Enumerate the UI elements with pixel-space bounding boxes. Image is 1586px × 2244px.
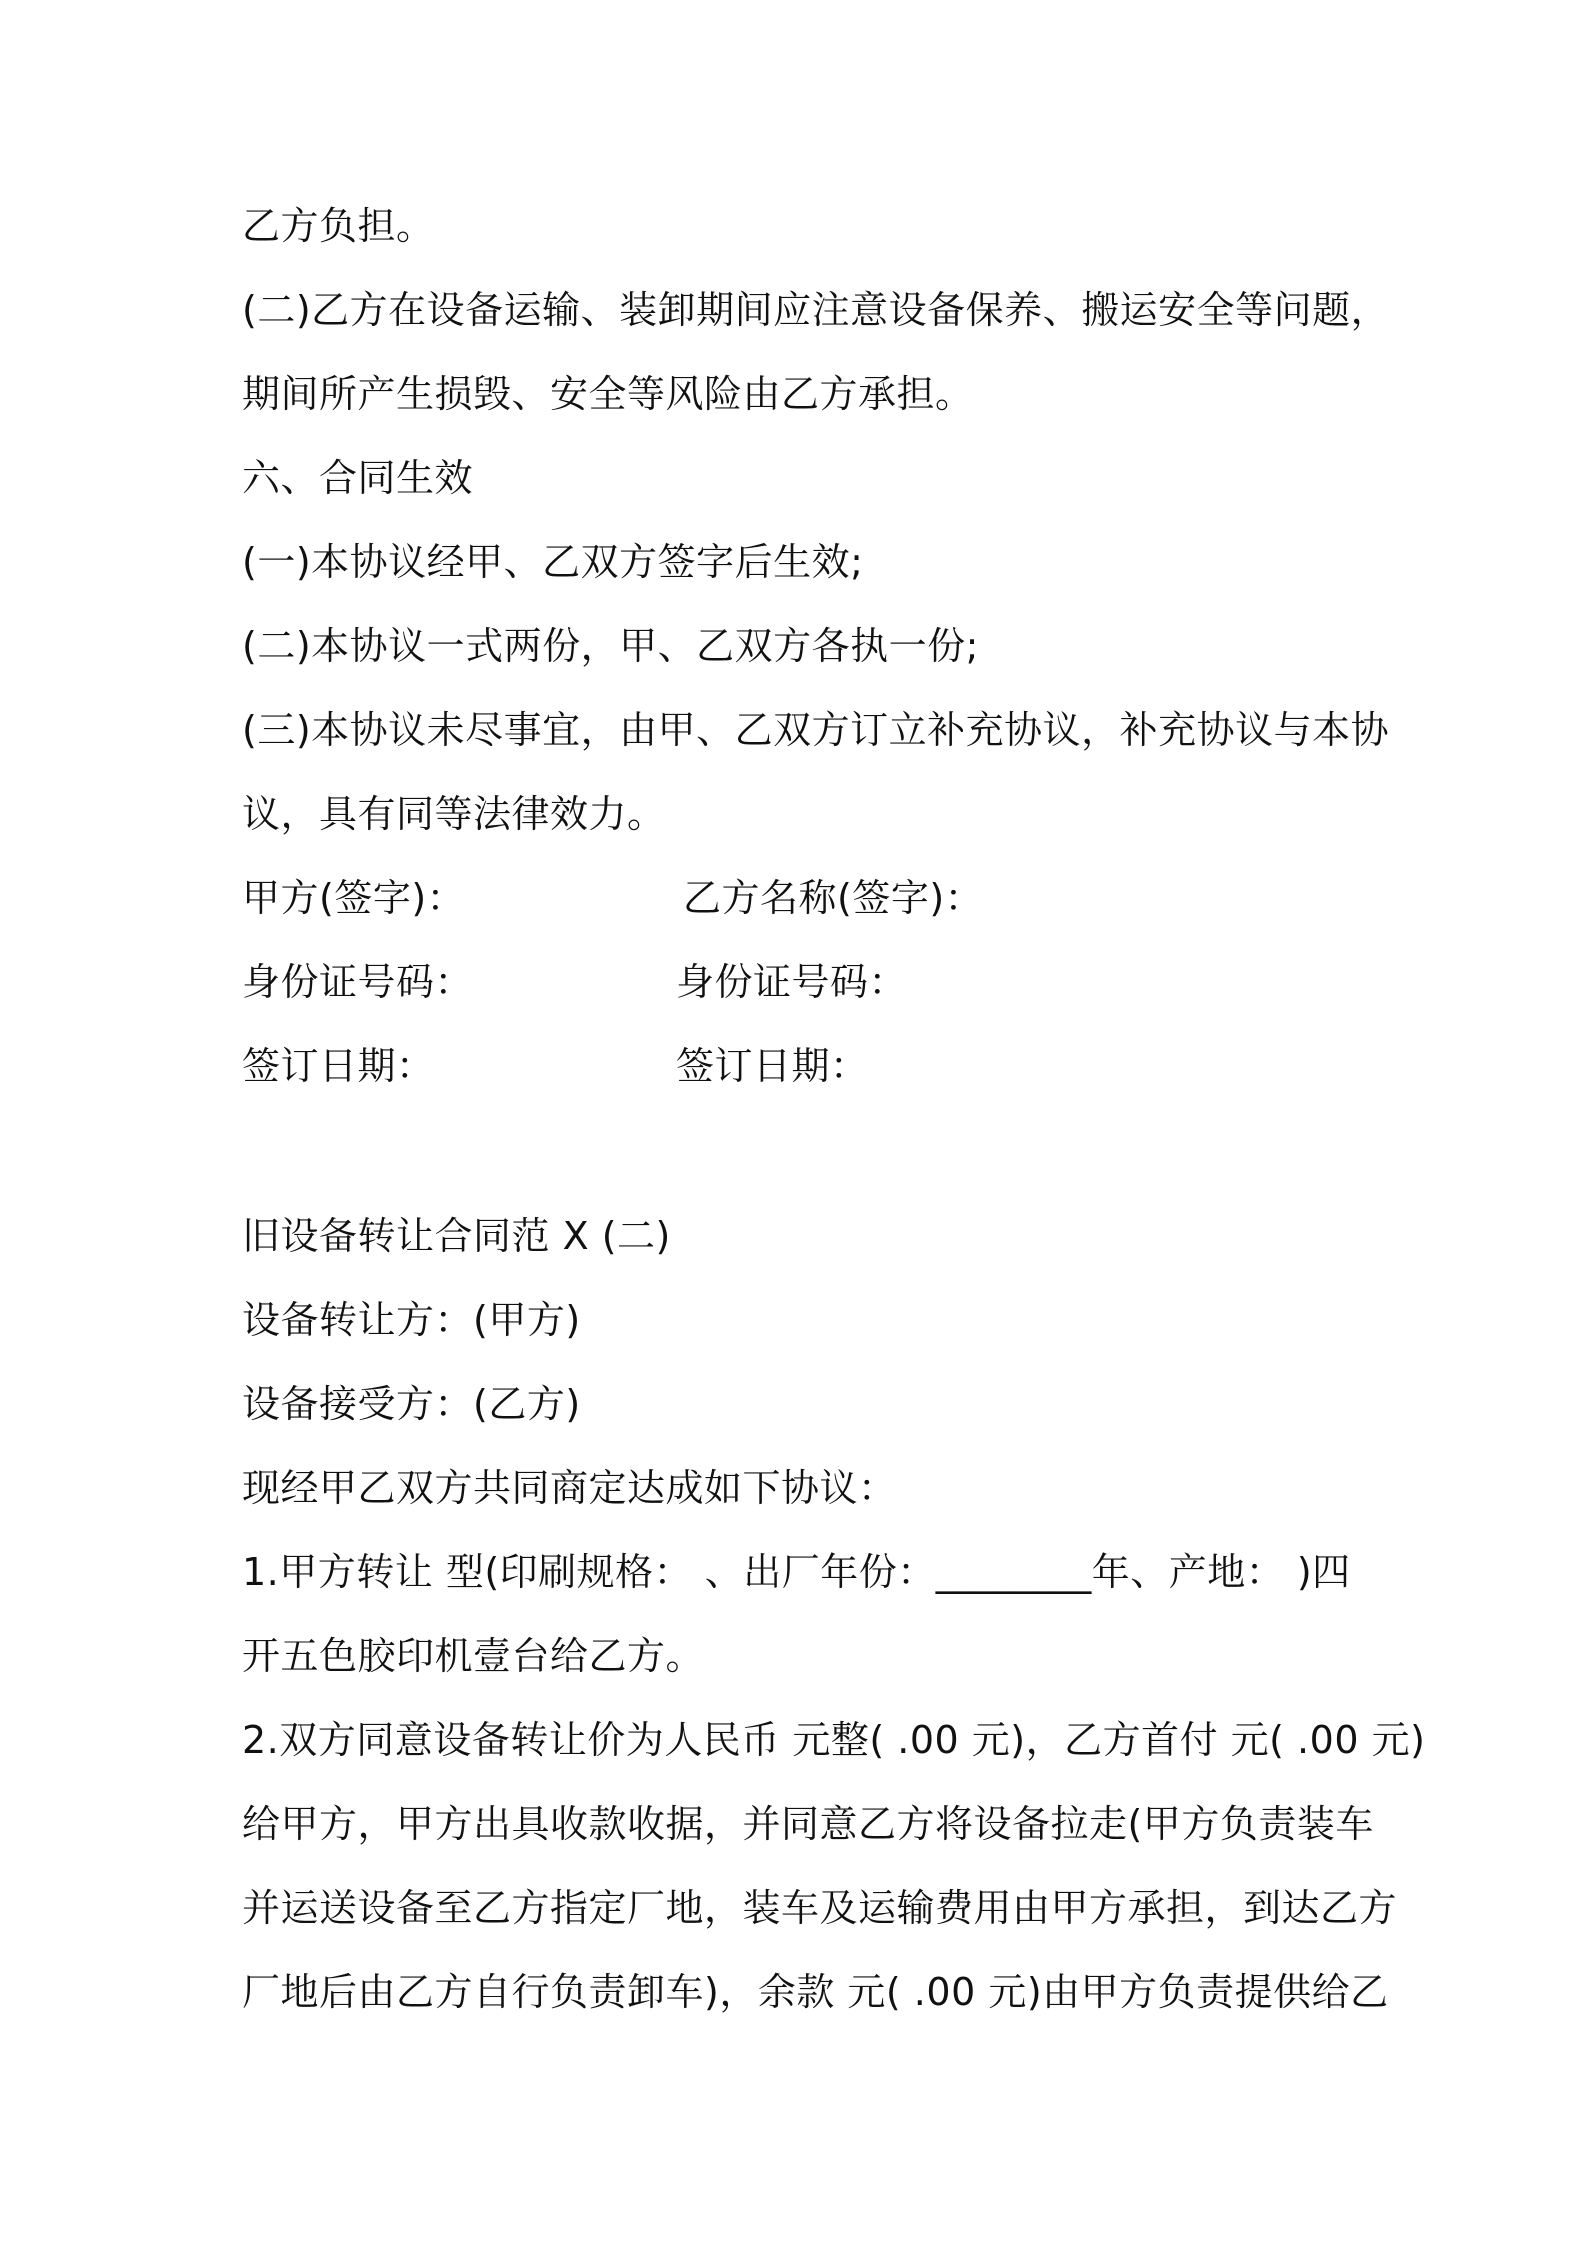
paragraph-line: (二)本协议一式两份，甲、乙双方各执一份; bbox=[242, 624, 979, 668]
section-heading: 六、合同生效 bbox=[242, 456, 474, 500]
clause-line: 开五色胶印机壹台给乙方。 bbox=[242, 1634, 705, 1678]
clause-line: 给甲方，甲方出具收款收据，并同意乙方将设备拉走(甲方负责装车 bbox=[242, 1802, 1374, 1846]
party-b-date-label: 签订日期： bbox=[676, 1044, 869, 1088]
clause-line: 并运送设备至乙方指定厂地，装车及运输费用由甲方承担，到达乙方 bbox=[242, 1886, 1398, 1930]
transferee-line: 设备接受方：(乙方) bbox=[242, 1382, 581, 1426]
transferor-line: 设备转让方：(甲方) bbox=[242, 1298, 581, 1342]
party-a-signature-label: 甲方(签字)： bbox=[242, 876, 466, 920]
clause-line: 厂地后由乙方自行负责卸车)，余款 元( .00 元)由甲方负责提供给乙 bbox=[242, 1970, 1389, 2014]
clause-line: 1.甲方转让 型(印刷规格： 、出厂年份：________年、产地： )四 bbox=[242, 1550, 1351, 1594]
paragraph-line: 议，具有同等法律效力。 bbox=[242, 792, 666, 836]
paragraph-line: 乙方负担。 bbox=[242, 204, 435, 248]
paragraph-line: 期间所产生损毁、安全等风险由乙方承担。 bbox=[242, 372, 974, 416]
party-b-id-label: 身份证号码： bbox=[676, 960, 908, 1004]
clause-line: 2.双方同意设备转让价为人民币 元整( .00 元)，乙方首付 元( .00 元) bbox=[242, 1718, 1426, 1762]
preamble-line: 现经甲乙双方共同商定达成如下协议： bbox=[242, 1466, 897, 1510]
paragraph-line: (二)乙方在设备运输、装卸期间应注意设备保养、搬运安全等问题， bbox=[242, 288, 1390, 332]
party-b-signature-label: 乙方名称(签字)： bbox=[683, 876, 984, 920]
paragraph-line: (一)本协议经甲、乙双方签字后生效; bbox=[242, 540, 864, 584]
paragraph-line: (三)本协议未尽事宜，由甲、乙双方订立补充协议，补充协议与本协 bbox=[242, 708, 1390, 752]
party-a-id-label: 身份证号码： bbox=[242, 960, 474, 1004]
party-a-date-label: 签订日期： bbox=[242, 1044, 435, 1088]
contract-title: 旧设备转让合同范 X (二) bbox=[242, 1214, 671, 1258]
